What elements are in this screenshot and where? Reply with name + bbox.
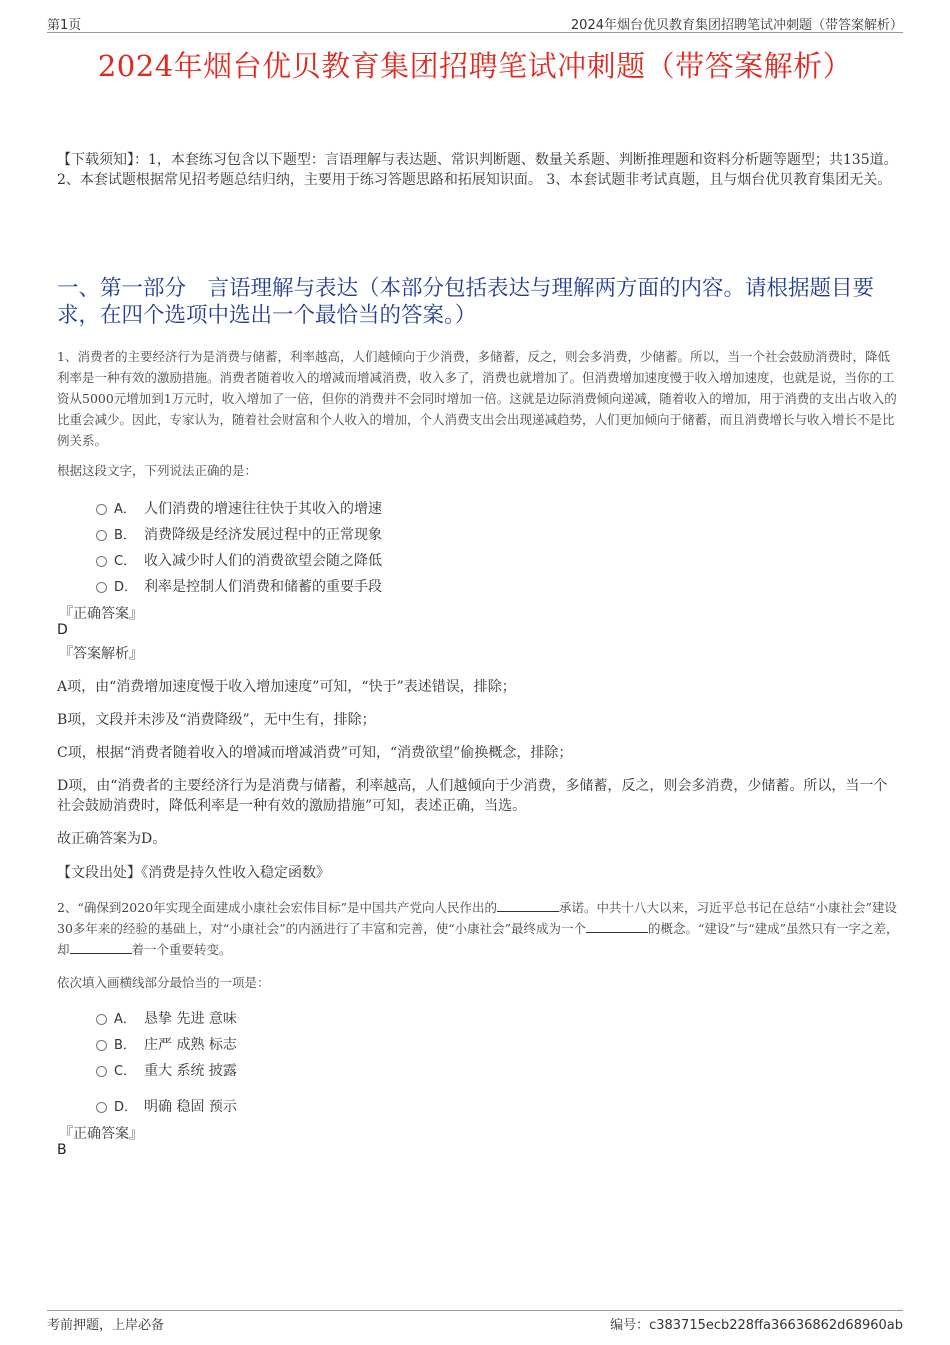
radio-icon[interactable]: [96, 556, 107, 567]
radio-icon[interactable]: [96, 1014, 107, 1025]
question-1-answer-label: 『正确答案』: [59, 606, 143, 622]
download-notice: 【下载须知】：1，本套练习包含以下题型：言语理解与表达题、常识判断题、数量关系题、判断推理题和资料分析题等题型；共135道。 2、本套试题根据常见招考题总结归纳，主要用于练习答题思路和拓展知识面。 3、本套试题非考试真题，且与烟台优贝教育集团无关。: [57, 152, 898, 188]
question-1-stem: 1、消费者的主要经济行为是消费与储蓄，利率越高，人们越倾向于少消费，多储蓄，反之，则会多消费，少储蓄。所以，当一个社会鼓励消费时，降低利率是一种有效的激励措施。消费者随着收入的增减而增减消费，收入多了，消费也就增加了。但消费增加速度慢于收入增加速度，也就是说，当你的工资从5000元增加到1万元时，收入增加了一倍，但你的消费并不会同时增加一倍。这就是边际消费倾向递减，随着收入的增加，用于消费的支出占收入的比重会减少。因此，专家认为，随着社会财富和个人收入的增加，个人消费支出会出现递减趋势，人们更加倾向于储蓄，而且消费增长与收入增长不是比例关系。: [57, 349, 897, 448]
fill-blank-1: [497, 901, 559, 912]
question-2-option-b[interactable]: B． 庄严 成熟 标志: [96, 1034, 237, 1054]
footer-slogan: 考前押题，上岸必备: [47, 1318, 165, 1333]
question-2-answer: B: [57, 1142, 67, 1158]
fill-blank-2: [586, 922, 648, 933]
question-2-option-d[interactable]: D． 明确 稳固 预示: [96, 1096, 237, 1116]
running-header-title: 2024年烟台优贝教育集团招聘笔试冲刺题（带答案解析）: [570, 18, 903, 33]
question-2-option-a[interactable]: A． 恳挚 先进 意味: [96, 1008, 237, 1028]
question-2-answer-label: 『正确答案』: [59, 1126, 143, 1142]
question-1-source: 【文段出处】《消费是持久性收入稳定函数》: [57, 865, 330, 881]
analysis-line-b: B项，文段并未涉及“消费降级”，无中生有，排除；: [57, 712, 376, 728]
question-1-analysis-label: 『答案解析』: [59, 646, 143, 662]
page-number: 第1页: [47, 18, 82, 33]
analysis-conclusion: 故正确答案为D。: [57, 831, 167, 847]
document-title: 2024年烟台优贝教育集团招聘笔试冲刺题（带答案解析）: [97, 49, 853, 83]
radio-icon[interactable]: [96, 1066, 107, 1077]
question-1-answer: D: [57, 622, 68, 638]
footer-divider: [47, 1310, 903, 1311]
analysis-line-c: C项，根据“消费者随着收入的增减而增减消费”可知，“消费欲望”偷换概念，排除；: [57, 745, 573, 761]
question-2-option-c[interactable]: C． 重大 系统 披露: [96, 1060, 237, 1080]
analysis-line-a: A项，由“消费增加速度慢于收入增加速度”可知，“快于”表述错误，排除；: [57, 679, 516, 695]
radio-icon[interactable]: [96, 582, 107, 593]
question-1-option-a[interactable]: A． 人们消费的增速往往快于其收入的增速: [96, 498, 382, 518]
question-2-prompt: 依次填入画横线部分最恰当的一项是：: [57, 975, 270, 990]
header-divider: [47, 32, 903, 33]
radio-icon[interactable]: [96, 1102, 107, 1113]
radio-icon[interactable]: [96, 530, 107, 541]
question-1-option-b[interactable]: B． 消费降级是经济发展过程中的正常现象: [96, 524, 382, 544]
question-1-prompt: 根据这段文字，下列说法正确的是：: [57, 463, 258, 478]
analysis-line-d: D项，由“消费者的主要经济行为是消费与储蓄，利率越高，人们越倾向于少消费，多储蓄，反之，则会多消费，少储蓄。所以，当一个社会鼓励消费时，降低利率是一种有效的激励措施”可知，表述正确，当选。: [57, 778, 888, 814]
question-1-option-c[interactable]: C． 收入减少时人们的消费欲望会随之降低: [96, 550, 382, 570]
document-id: 编号：c383715ecb228ffa36636862d68960ab: [610, 1318, 903, 1333]
radio-icon[interactable]: [96, 1040, 107, 1051]
fill-blank-3: [70, 943, 132, 954]
section-heading: 一、第一部分 言语理解与表达（本部分包括表达与理解两方面的内容。请根据题目要求，在四个选项中选出一个最恰当的答案。）: [57, 276, 875, 328]
question-2-stem: 2、“确保到2020年实现全面建成小康社会宏伟目标”是中国共产党向人民作出的 承诺。中共十八大以来，习近平总书记在总结“小康社会”建设30多年来的经验的基础上，对“小康社会”的内涵进行了丰富和完善，使“小康社会”最终成为一个 的概念。“建设”与“建成”虽然只有一字之差，却 着一个重要转变。: [57, 900, 899, 957]
question-1-option-d[interactable]: D． 利率是控制人们消费和储蓄的重要手段: [96, 576, 382, 596]
radio-icon[interactable]: [96, 504, 107, 515]
